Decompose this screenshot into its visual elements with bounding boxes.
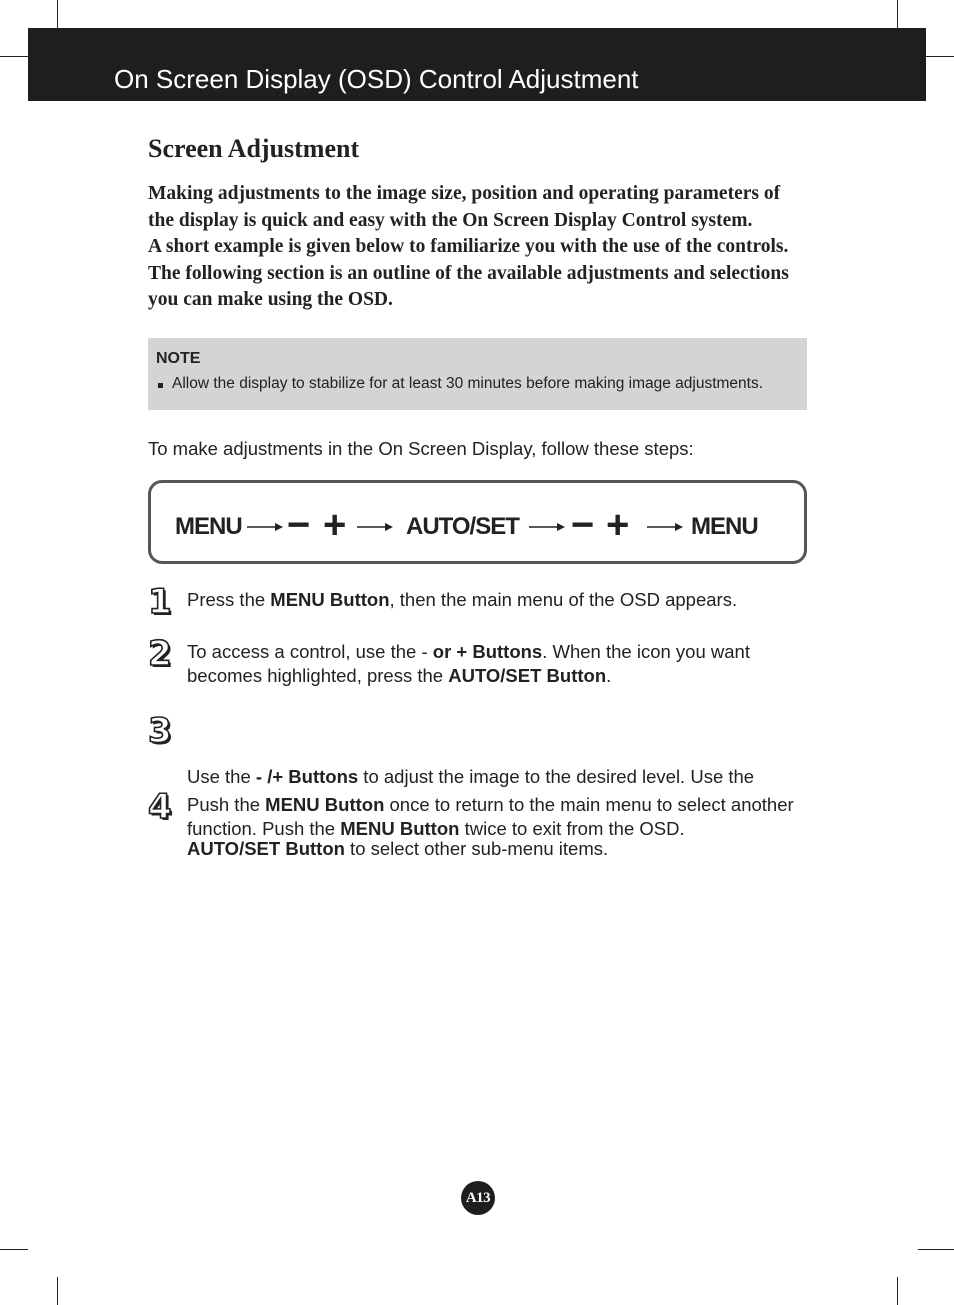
step-line: [187, 664, 807, 688]
step-text-run: Push the: [187, 794, 266, 815]
intro-line: you can make using the OSD.: [148, 289, 393, 310]
page-number-badge: A13: [461, 1181, 495, 1215]
step-text-run: . When the icon you want: [542, 641, 750, 662]
flow-menu-label: MENU: [691, 513, 758, 540]
step-text-run: twice to exit from the OSD.: [459, 818, 685, 839]
step-text-run: function. Push the: [187, 818, 341, 839]
step-text: [187, 793, 807, 841]
arrow-right-icon: [647, 522, 683, 532]
flow-autoset-label: AUTO/SET: [406, 513, 519, 540]
intro-line: The following section is an outline of the available adjustments and selections: [148, 262, 789, 284]
intro-line: A short example is given below to familiarize you with the use of the controls.: [148, 236, 789, 257]
arrow-right-icon: [247, 522, 283, 532]
bullet-square-icon: [158, 383, 163, 388]
step-text-run: to adjust the image to the desired level. Use the: [358, 766, 755, 787]
step-text-run: becomes highlighted, press the: [187, 665, 449, 686]
step-text: [187, 588, 807, 612]
crop-mark-bottom-right: [897, 1277, 898, 1305]
arrow-right-icon: [357, 522, 393, 532]
button-sequence-diagram: [148, 480, 807, 564]
crop-mark-left-top: [0, 56, 28, 57]
step-line: [187, 817, 807, 841]
flow-minus-symbol: −: [287, 503, 311, 547]
crop-mark-top-left: [57, 0, 58, 28]
step-text-run: Press the: [187, 589, 271, 610]
step-line: [187, 640, 807, 664]
step-text-run: Use the: [187, 766, 256, 787]
flow-menu-label: MENU: [175, 513, 242, 540]
note-title: NOTE: [156, 350, 201, 367]
step-number: 1: [148, 582, 172, 622]
step-bold-run: MENU Button: [265, 794, 385, 815]
step-text-run: once to return to the main menu to select another: [384, 794, 794, 815]
header-band: [28, 28, 926, 101]
step-bold-run: AUTO/SET Button: [187, 838, 345, 859]
step-line: [187, 765, 807, 789]
step-line: [187, 588, 807, 612]
note-text: Allow the display to stabilize for at least 30 minutes before making image adjustments.: [172, 375, 764, 392]
step-text-run: .: [606, 665, 612, 686]
step-bold-run: MENU Button: [340, 818, 460, 839]
intro-paragraph: [148, 181, 828, 314]
step-number: 3: [148, 711, 172, 751]
step-bold-run: - /+ Buttons: [255, 766, 359, 787]
crop-mark-right-bottom: [918, 1249, 954, 1250]
crop-mark-right-top: [926, 56, 954, 57]
crop-mark-bottom-left: [57, 1277, 58, 1305]
intro-line: Making adjustments to the image size, position and operating parameters of: [148, 183, 781, 204]
step-text: [187, 640, 807, 688]
section-title: Screen Adjustment: [148, 134, 360, 163]
crop-mark-left-bottom: [0, 1249, 28, 1250]
flow-plus-symbol: +: [606, 503, 630, 547]
step-line: [187, 793, 807, 817]
step-text-run: to select other sub-menu items.: [344, 838, 609, 859]
step-bold-run: AUTO/SET Button: [448, 665, 607, 686]
step-text-run: , then the main menu of the OSD appears.: [389, 589, 738, 610]
flow-plus-symbol: +: [323, 503, 347, 547]
page-header-title: On Screen Display (OSD) Control Adjustment: [114, 64, 639, 94]
step-number: 2: [148, 634, 172, 674]
step-bold-run: or + Buttons: [432, 641, 543, 662]
step-bold-run: MENU Button: [270, 589, 390, 610]
step-text-run: To access a control, use the -: [187, 641, 433, 662]
arrow-right-icon: [529, 522, 565, 532]
flow-minus-symbol: −: [571, 503, 595, 547]
crop-mark-top-right: [897, 0, 898, 28]
intro-line: the display is quick and easy with the On Screen Display Control system.: [148, 209, 753, 231]
note-box: [148, 338, 807, 410]
step-number: 4: [148, 787, 172, 827]
steps-intro: To make adjustments in the On Screen Display, follow these steps:: [148, 438, 694, 459]
